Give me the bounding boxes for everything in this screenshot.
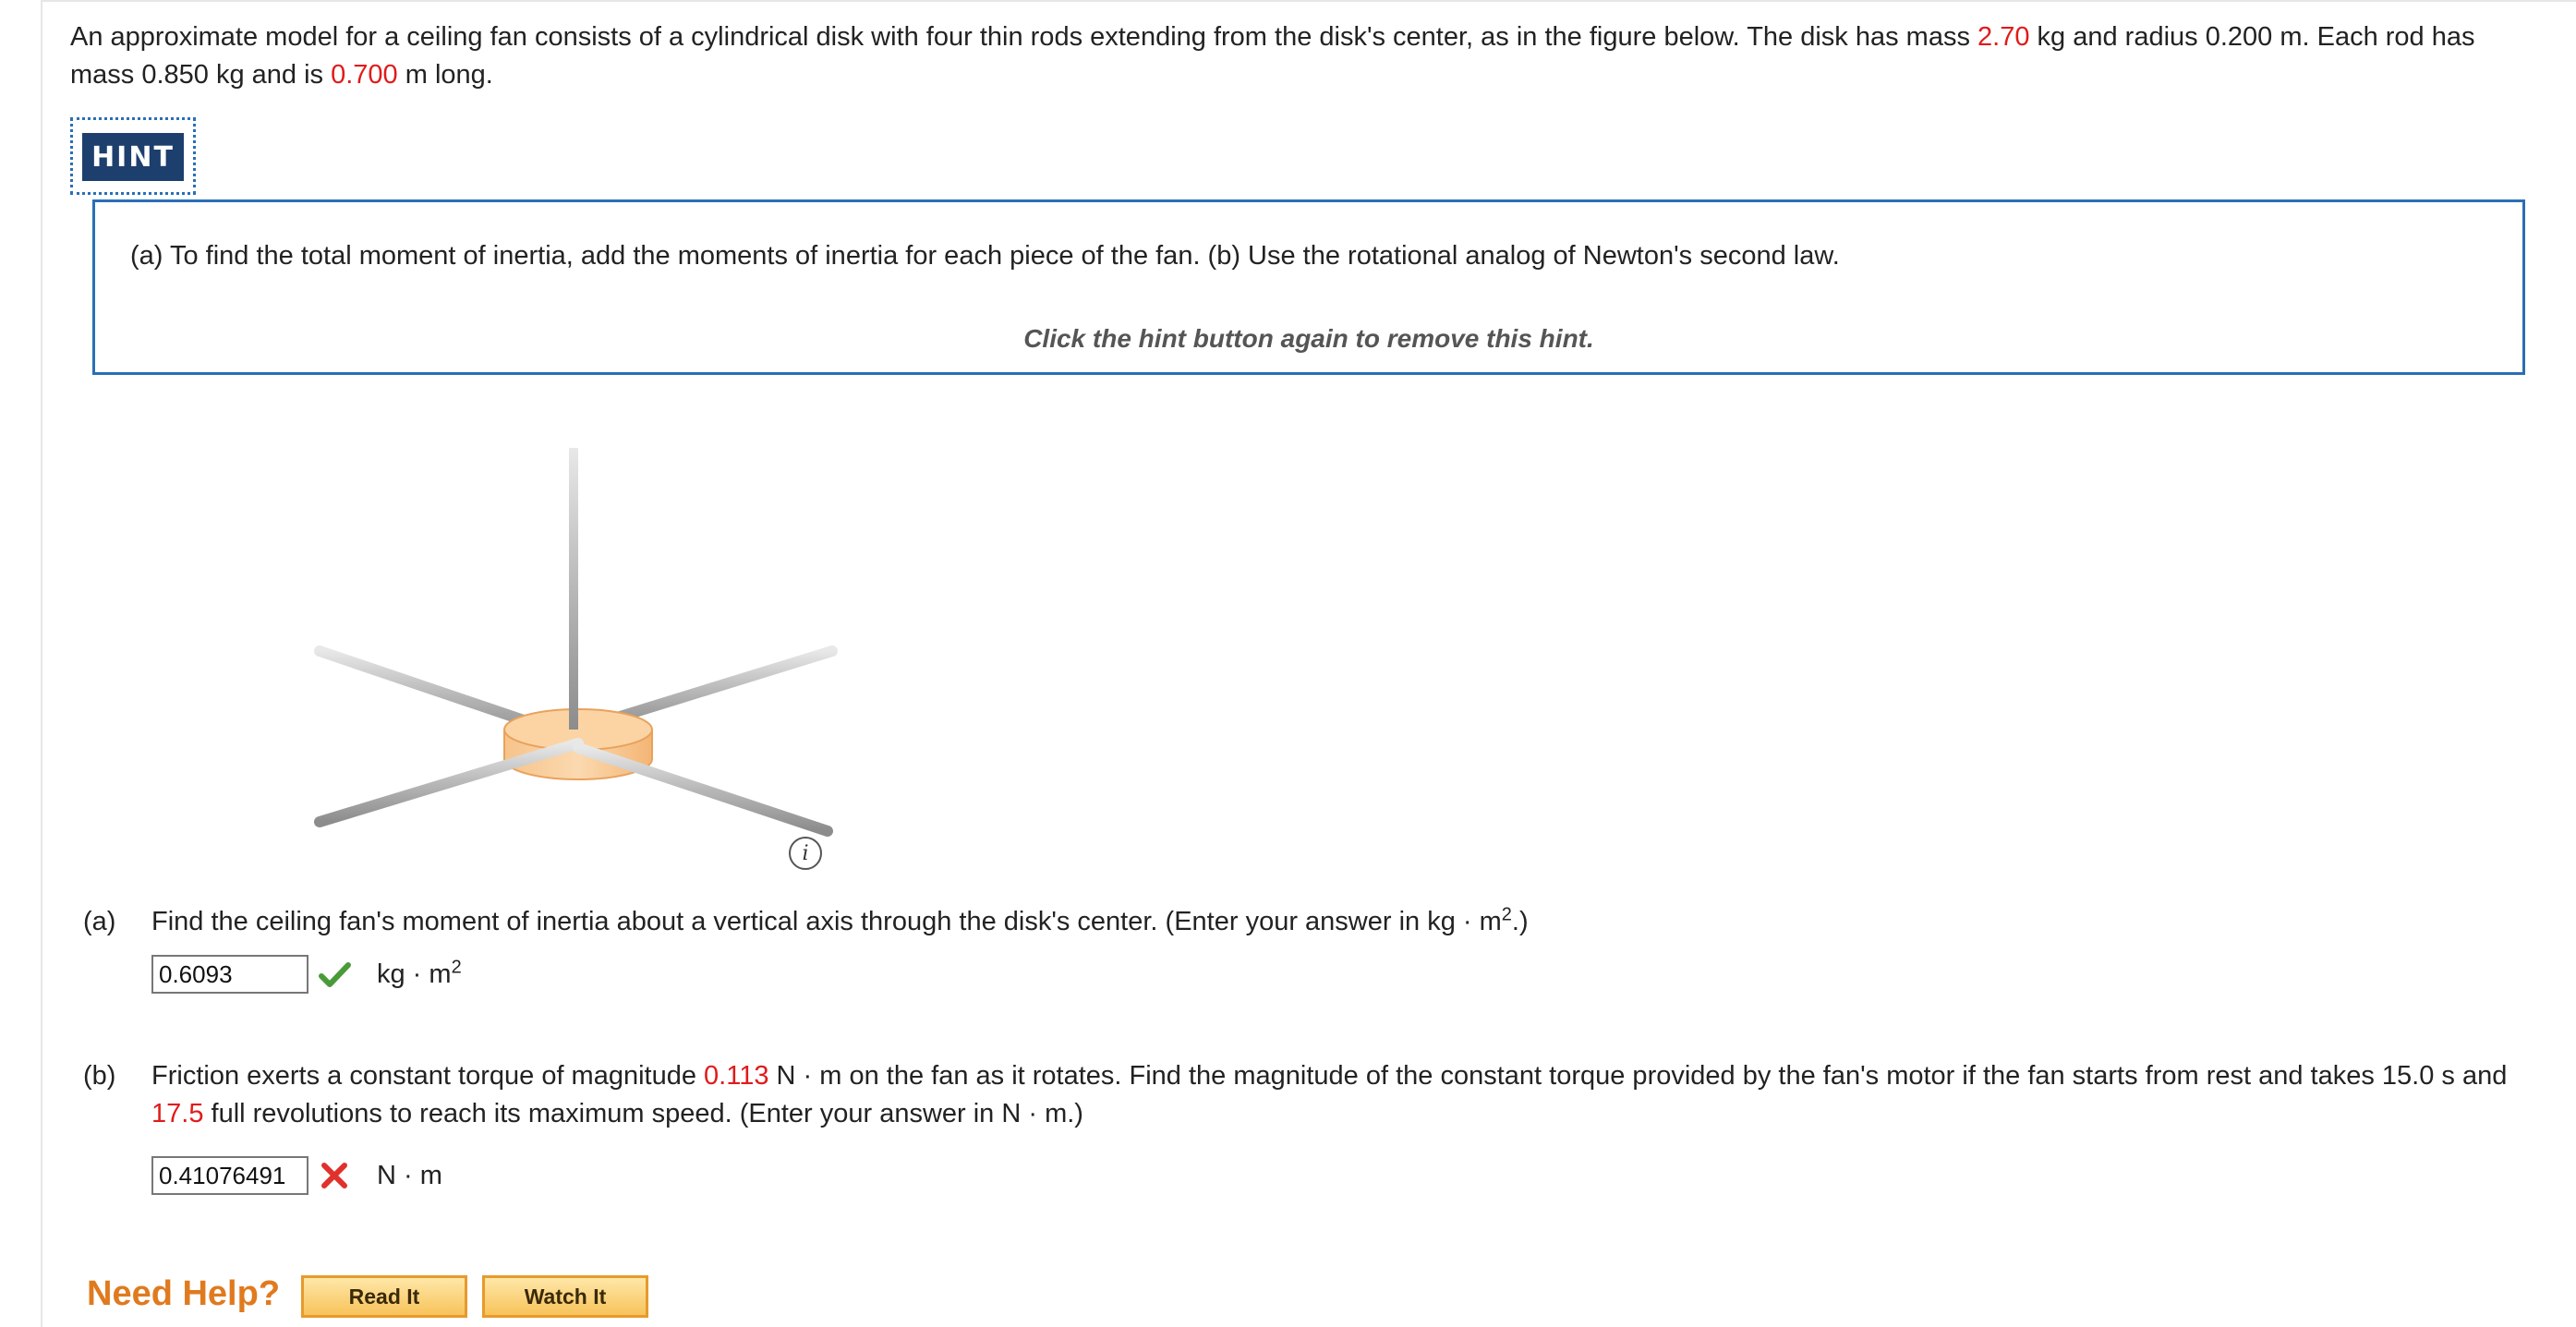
hint-footer: Click the hint button again to remove this hint. xyxy=(1023,324,1594,353)
hint-panel xyxy=(92,199,2525,375)
part-a-answer-row xyxy=(151,955,462,994)
rod-length-value: 0.700 xyxy=(331,60,398,90)
part-a xyxy=(70,903,2564,1014)
read-it-button[interactable]: Read It xyxy=(301,1275,467,1318)
part-b-answer-row xyxy=(151,1156,442,1195)
part-b-answer-input[interactable] xyxy=(151,1156,308,1195)
check-icon xyxy=(316,956,353,993)
frame-top-border xyxy=(41,0,2576,2)
info-icon[interactable]: i xyxy=(789,837,822,870)
part-b-label: (b) xyxy=(83,1061,116,1091)
need-help-label: Need Help? xyxy=(87,1274,281,1313)
hint-button[interactable]: HINT xyxy=(82,133,184,181)
part-a-unit: kg · $m^2$ xyxy=(377,956,462,989)
hint-text: (a) To find the total moment of inertia, add the moments of inertia for each piece of the fan. (b) Use the rotational analog of Newton's second law. xyxy=(130,241,1840,271)
friction-value: 0.113 xyxy=(704,1061,769,1091)
revolutions-value: 17.5 xyxy=(151,1099,204,1128)
part-b-unit: N · m xyxy=(377,1160,442,1190)
cross-icon xyxy=(316,1157,353,1194)
frame-left-border xyxy=(41,0,42,1327)
problem-statement: An approximate model for a ceiling fan consists of a cylindrical disk with four thin rods extending from the disk's center, as in the figure below. The disk has mass 2.70 kg and radius 0.200 m. Each rod has mass 0.850 kg and is 0.700 m long. xyxy=(70,22,2475,90)
part-b-question: Friction exerts a constant torque of magnitude 0.113 N · m on the fan as it rotates. Find the magnitude of the constant torque provided by the fan's motor if the fan starts from rest and takes 15.0 s and 17.5 full revolutions to reach its maximum speed. (Enter your answer in N · m.) xyxy=(151,1061,2508,1128)
part-a-question: Find the ceiling fan's moment of inertia about a vertical axis through the disk's center. (Enter your answer in kg · $m^2$.) xyxy=(151,904,1529,936)
part-a-label: (a) xyxy=(83,907,116,936)
part-b xyxy=(70,1057,2564,1205)
watch-it-button[interactable]: Watch It xyxy=(482,1275,648,1318)
disk-mass-value: 2.70 xyxy=(1977,22,2030,52)
hint-button-focus-ring xyxy=(70,117,196,195)
part-a-answer-input[interactable] xyxy=(151,955,308,994)
ceiling-fan-figure xyxy=(227,434,892,896)
